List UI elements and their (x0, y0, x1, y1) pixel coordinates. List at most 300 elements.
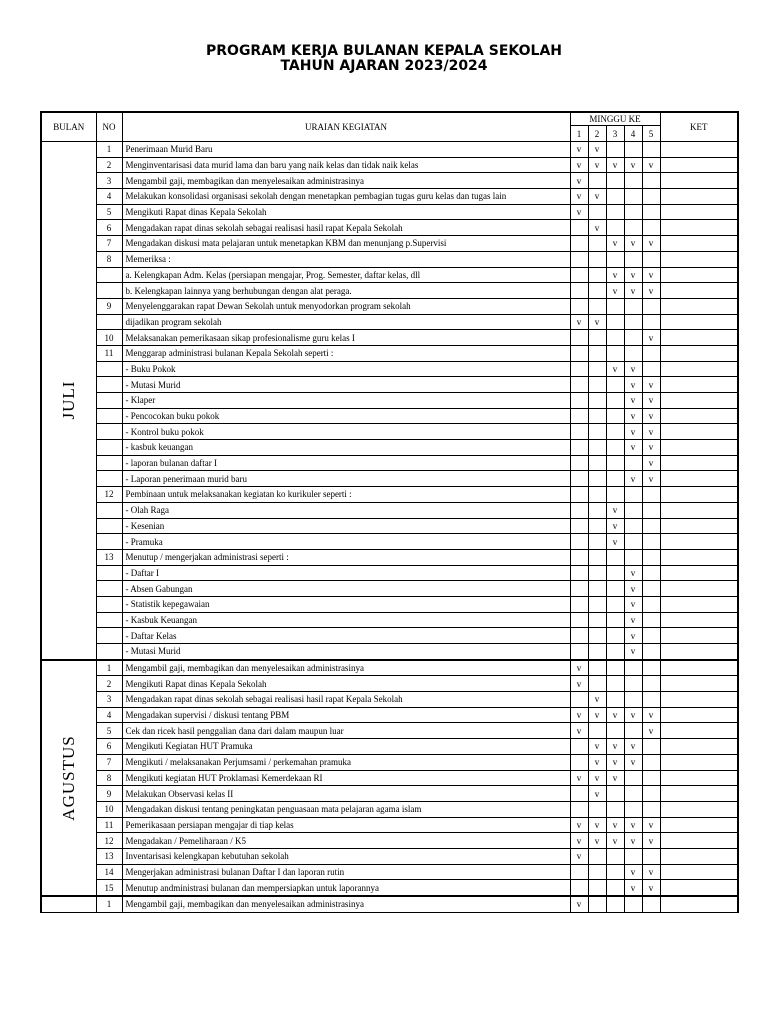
activity-text: - Buku Pokok (122, 361, 570, 377)
week-4-check: v (624, 471, 642, 487)
row-number: 12 (96, 833, 122, 849)
ket-cell (660, 880, 738, 896)
activity-text: Mengikuti / melaksanakan Perjumsami / perkemahan pramuka (122, 754, 570, 770)
activity-text: Melakukan Observasi kelas II (122, 786, 570, 802)
week-4-check: v (624, 707, 642, 723)
week-4-check: v (624, 628, 642, 644)
week-3-check (606, 549, 624, 565)
ket-cell (660, 817, 738, 833)
row-number: 5 (96, 204, 122, 220)
week-5-check (642, 786, 660, 802)
week-4-check: v (624, 424, 642, 440)
ket-cell (660, 896, 738, 912)
week-1-check: v (570, 204, 588, 220)
week-2-check (588, 612, 606, 628)
week-3-check (606, 377, 624, 393)
month-cell (41, 142, 96, 660)
ket-cell (660, 581, 738, 597)
week-2-check (588, 440, 606, 456)
ket-cell (660, 424, 738, 440)
week-3-check (606, 723, 624, 739)
week-4-check (624, 189, 642, 205)
row-number: 8 (96, 770, 122, 786)
week-1-check: v (570, 770, 588, 786)
week-5-check: v (642, 440, 660, 456)
week-1-check: v (570, 833, 588, 849)
week-3-check: v (606, 754, 624, 770)
week-1-check (570, 644, 588, 660)
ket-cell (660, 612, 738, 628)
week-3-check: v (606, 770, 624, 786)
week-5-check (642, 628, 660, 644)
ket-cell (660, 864, 738, 880)
ket-cell (660, 173, 738, 189)
week-3-check (606, 692, 624, 708)
week-2-check (588, 361, 606, 377)
week-3-check (606, 393, 624, 409)
week-1-check: v (570, 676, 588, 692)
ket-cell (660, 236, 738, 252)
table-row (41, 817, 738, 833)
row-number (96, 393, 122, 409)
week-2-check: v (588, 739, 606, 755)
row-number (96, 283, 122, 299)
table-row (41, 204, 738, 220)
table-row (41, 770, 738, 786)
week-5-check (642, 345, 660, 361)
week-1-check (570, 581, 588, 597)
table-row (41, 801, 738, 817)
week-5-check (642, 692, 660, 708)
week-1-check: v (570, 189, 588, 205)
row-number: 6 (96, 739, 122, 755)
week-5-check (642, 502, 660, 518)
activity-text: Mengadakan diskusi mata pelajaran untuk menetapkan KBM dan menunjang p.Supervisi (122, 236, 570, 252)
row-number: 10 (96, 801, 122, 817)
week-4-check (624, 660, 642, 676)
week-3-check (606, 896, 624, 912)
week-1-check: v (570, 173, 588, 189)
month-cell (41, 660, 96, 896)
ket-cell (660, 596, 738, 612)
week-5-check: v (642, 283, 660, 299)
table-row (41, 692, 738, 708)
activity-text: - Klaper (122, 393, 570, 409)
week-4-check: v (624, 440, 642, 456)
row-number: 11 (96, 817, 122, 833)
week-2-check (588, 518, 606, 534)
week-3-check (606, 786, 624, 802)
week-5-check: v (642, 330, 660, 346)
week-2-check: v (588, 817, 606, 833)
week-1-check: v (570, 723, 588, 739)
activity-text: - Olah Raga (122, 502, 570, 518)
table-row (41, 220, 738, 236)
week-2-check (588, 408, 606, 424)
week-1-check (570, 393, 588, 409)
header-week-3: 3 (606, 126, 624, 142)
row-number: 9 (96, 786, 122, 802)
week-2-check (588, 204, 606, 220)
week-5-check (642, 549, 660, 565)
week-1-check (570, 267, 588, 283)
week-1-check (570, 518, 588, 534)
table-row (41, 345, 738, 361)
week-2-check (588, 298, 606, 314)
table-row (41, 833, 738, 849)
activity-text: dijadikan program sekolah (122, 314, 570, 330)
week-3-check (606, 189, 624, 205)
program-table (40, 111, 739, 913)
week-1-check (570, 534, 588, 550)
week-4-check (624, 723, 642, 739)
table-row (41, 864, 738, 880)
activity-text: - Laporan penerimaan murid baru (122, 471, 570, 487)
row-number (96, 377, 122, 393)
week-4-check: v (624, 408, 642, 424)
week-5-check: v (642, 393, 660, 409)
week-2-check (588, 596, 606, 612)
activity-text: Mengikuti Rapat dinas Kepala Sekolah (122, 676, 570, 692)
ket-cell (660, 660, 738, 676)
month-label: AGUSTUS (58, 735, 78, 821)
week-5-check (642, 361, 660, 377)
row-number (96, 518, 122, 534)
week-4-check (624, 330, 642, 346)
table-row (41, 534, 738, 550)
week-5-check (642, 298, 660, 314)
activity-text: - kasbuk keuangan (122, 440, 570, 456)
week-2-check (588, 283, 606, 299)
week-3-check (606, 471, 624, 487)
week-2-check: v (588, 754, 606, 770)
ket-cell (660, 518, 738, 534)
activity-text: Melaksanakan pemerikasaan sikap profesionalisme guru kelas I (122, 330, 570, 346)
activity-text: - Mutasi Murid (122, 644, 570, 660)
week-5-check: v (642, 157, 660, 173)
table-row (41, 298, 738, 314)
week-1-check (570, 565, 588, 581)
activity-text: Menutup andministrasi bulanan dan mempersiapkan untuk laporannya (122, 880, 570, 896)
table-row (41, 628, 738, 644)
table-row (41, 267, 738, 283)
week-1-check (570, 612, 588, 628)
week-3-check (606, 314, 624, 330)
table-row (41, 361, 738, 377)
week-3-check (606, 644, 624, 660)
week-5-check: v (642, 707, 660, 723)
week-2-check: v (588, 142, 606, 158)
ket-cell (660, 628, 738, 644)
table-row (41, 754, 738, 770)
table-row (41, 896, 738, 912)
table-row (41, 142, 738, 158)
week-5-check (642, 660, 660, 676)
week-3-check: v (606, 267, 624, 283)
week-2-check: v (588, 833, 606, 849)
row-number: 7 (96, 236, 122, 252)
week-5-check (642, 770, 660, 786)
activity-text: Mengikuti kegiatan HUT Proklamasi Kemerdekaan RI (122, 770, 570, 786)
table-row (41, 549, 738, 565)
week-4-check: v (624, 880, 642, 896)
row-number: 5 (96, 723, 122, 739)
week-4-check: v (624, 565, 642, 581)
header-minggu-ke: MINGGU KE (570, 112, 660, 126)
month-cell (41, 896, 96, 912)
week-4-check: v (624, 581, 642, 597)
week-5-check: v (642, 817, 660, 833)
week-2-check (588, 502, 606, 518)
week-1-check: v (570, 817, 588, 833)
week-1-check (570, 754, 588, 770)
ket-cell (660, 377, 738, 393)
week-2-check: v (588, 770, 606, 786)
title-line-1: PROGRAM KERJA BULANAN KEPALA SEKOLAH (206, 43, 562, 59)
week-4-check (624, 801, 642, 817)
ket-cell (660, 770, 738, 786)
week-3-check: v (606, 817, 624, 833)
week-4-check (624, 345, 642, 361)
week-4-check: v (624, 377, 642, 393)
week-3-check (606, 204, 624, 220)
activity-text: Mengadakan diskusi tentang peningkatan penguasaan mata pelajaran agama islam (122, 801, 570, 817)
ket-cell (660, 361, 738, 377)
week-1-check (570, 864, 588, 880)
ket-cell (660, 723, 738, 739)
week-2-check (588, 581, 606, 597)
week-1-check (570, 549, 588, 565)
header-week-1: 1 (570, 126, 588, 142)
activity-text: Inventarisasi kelengkapan kebutuhan sekolah (122, 848, 570, 864)
table-row (41, 723, 738, 739)
week-1-check (570, 801, 588, 817)
week-4-check: v (624, 833, 642, 849)
week-1-check: v (570, 660, 588, 676)
week-2-check (588, 644, 606, 660)
week-5-check (642, 565, 660, 581)
activity-text: - Kontrol buku pokok (122, 424, 570, 440)
week-4-check (624, 220, 642, 236)
row-number: 6 (96, 220, 122, 236)
header-uraian-kegiatan: URAIAN KEGIATAN (122, 112, 570, 142)
week-1-check (570, 455, 588, 471)
week-5-check: v (642, 455, 660, 471)
activity-text: Pembinaan untuk melaksanakan kegiatan ko kurikuler seperti : (122, 487, 570, 503)
table-row (41, 660, 738, 676)
ket-cell (660, 204, 738, 220)
activity-text: Mengadakan rapat dinas sekolah sebagai realisasi hasil rapat Kepala Sekolah (122, 220, 570, 236)
week-5-check: v (642, 377, 660, 393)
week-5-check: v (642, 424, 660, 440)
ket-cell (660, 393, 738, 409)
week-1-check (570, 251, 588, 267)
week-3-check (606, 455, 624, 471)
table-row (41, 502, 738, 518)
week-5-check: v (642, 880, 660, 896)
header-week-2: 2 (588, 126, 606, 142)
activity-text: Pemerikasaan persiapan mengajar di tiap kelas (122, 817, 570, 833)
row-number: 14 (96, 864, 122, 880)
table-row (41, 786, 738, 802)
week-1-check (570, 471, 588, 487)
ket-cell (660, 549, 738, 565)
week-4-check (624, 487, 642, 503)
table-row (41, 377, 738, 393)
week-2-check (588, 173, 606, 189)
week-4-check: v (624, 361, 642, 377)
row-number: 12 (96, 487, 122, 503)
week-5-check (642, 487, 660, 503)
week-4-check (624, 298, 642, 314)
week-1-check (570, 345, 588, 361)
week-1-check (570, 283, 588, 299)
row-number (96, 471, 122, 487)
activity-text: Mengerjakan administrasi bulanan Daftar I dan laporan rutin (122, 864, 570, 880)
row-number: 4 (96, 707, 122, 723)
table-row (41, 739, 738, 755)
header-no: NO (96, 112, 122, 142)
table-row (41, 173, 738, 189)
table-row (41, 581, 738, 597)
week-2-check: v (588, 157, 606, 173)
activity-text: Penerimaan Murid Baru (122, 142, 570, 158)
week-3-check (606, 424, 624, 440)
week-3-check: v (606, 502, 624, 518)
ket-cell (660, 692, 738, 708)
week-1-check (570, 880, 588, 896)
week-3-check (606, 801, 624, 817)
week-3-check (606, 628, 624, 644)
week-1-check (570, 220, 588, 236)
week-2-check (588, 345, 606, 361)
header-week-4: 4 (624, 126, 642, 142)
week-2-check (588, 880, 606, 896)
week-3-check (606, 612, 624, 628)
activity-text: Mengikuti Kegiatan HUT Pramuka (122, 739, 570, 755)
week-5-check: v (642, 408, 660, 424)
week-1-check (570, 739, 588, 755)
page-title (0, 44, 768, 74)
activity-text: Mengadakan supervisi / diskusi tentang PBM (122, 707, 570, 723)
activity-text: a. Kelengkapan Adm. Kelas (persiapan mengajar, Prog. Semester, daftar kelas, dll (122, 267, 570, 283)
table-row (41, 283, 738, 299)
row-number: 3 (96, 173, 122, 189)
week-4-check (624, 455, 642, 471)
activity-text: - Daftar Kelas (122, 628, 570, 644)
week-3-check (606, 660, 624, 676)
week-2-check (588, 471, 606, 487)
table-row (41, 596, 738, 612)
row-number (96, 596, 122, 612)
table-row (41, 236, 738, 252)
activity-text: - laporan bulanan daftar I (122, 455, 570, 471)
header-ket: KET (660, 112, 738, 142)
week-3-check (606, 173, 624, 189)
week-1-check: v (570, 896, 588, 912)
table-row (41, 565, 738, 581)
week-3-check (606, 142, 624, 158)
table-row (41, 707, 738, 723)
week-4-check: v (624, 236, 642, 252)
week-4-check: v (624, 739, 642, 755)
week-4-check (624, 534, 642, 550)
week-3-check (606, 330, 624, 346)
week-2-check (588, 267, 606, 283)
week-4-check: v (624, 754, 642, 770)
week-4-check: v (624, 393, 642, 409)
table-row (41, 518, 738, 534)
week-5-check (642, 612, 660, 628)
ket-cell (660, 298, 738, 314)
week-1-check: v (570, 707, 588, 723)
week-1-check (570, 596, 588, 612)
week-3-check: v (606, 534, 624, 550)
week-4-check (624, 896, 642, 912)
week-3-check: v (606, 518, 624, 534)
week-5-check (642, 251, 660, 267)
activity-text: Menutup / mengerjakan administrasi seperti : (122, 549, 570, 565)
week-3-check (606, 676, 624, 692)
week-4-check (624, 692, 642, 708)
week-5-check: v (642, 267, 660, 283)
week-4-check (624, 251, 642, 267)
row-number (96, 534, 122, 550)
ket-cell (660, 707, 738, 723)
ket-cell (660, 251, 738, 267)
week-3-check (606, 298, 624, 314)
week-3-check (606, 440, 624, 456)
ket-cell (660, 408, 738, 424)
table-row (41, 314, 738, 330)
month-label: JULI (58, 380, 78, 420)
week-4-check (624, 173, 642, 189)
ket-cell (660, 644, 738, 660)
row-number: 13 (96, 549, 122, 565)
table-row (41, 251, 738, 267)
ket-cell (660, 440, 738, 456)
week-5-check (642, 754, 660, 770)
week-1-check (570, 628, 588, 644)
activity-text: Menginventarisasi data murid lama dan baru yang naik kelas dan tidak naik kelas (122, 157, 570, 173)
activity-text: Menggarap administrasi bulanan Kepala Sekolah seperti : (122, 345, 570, 361)
week-4-check: v (624, 864, 642, 880)
row-number: 8 (96, 251, 122, 267)
week-2-check (588, 723, 606, 739)
week-4-check: v (624, 283, 642, 299)
week-1-check (570, 236, 588, 252)
week-4-check (624, 314, 642, 330)
activity-text: - Kesenian (122, 518, 570, 534)
week-2-check: v (588, 786, 606, 802)
week-2-check (588, 236, 606, 252)
week-5-check (642, 189, 660, 205)
activity-text: Cek dan ricek hasil penggalian dana dari dalam maupun luar (122, 723, 570, 739)
week-2-check (588, 393, 606, 409)
week-1-check (570, 408, 588, 424)
activity-text: - Mutasi Murid (122, 377, 570, 393)
table-row (41, 408, 738, 424)
ket-cell (660, 142, 738, 158)
week-5-check: v (642, 833, 660, 849)
week-3-check: v (606, 833, 624, 849)
activity-text: - Statistik kepegawaian (122, 596, 570, 612)
week-5-check (642, 801, 660, 817)
week-5-check (642, 581, 660, 597)
week-4-check (624, 142, 642, 158)
week-5-check (642, 644, 660, 660)
week-4-check: v (624, 596, 642, 612)
